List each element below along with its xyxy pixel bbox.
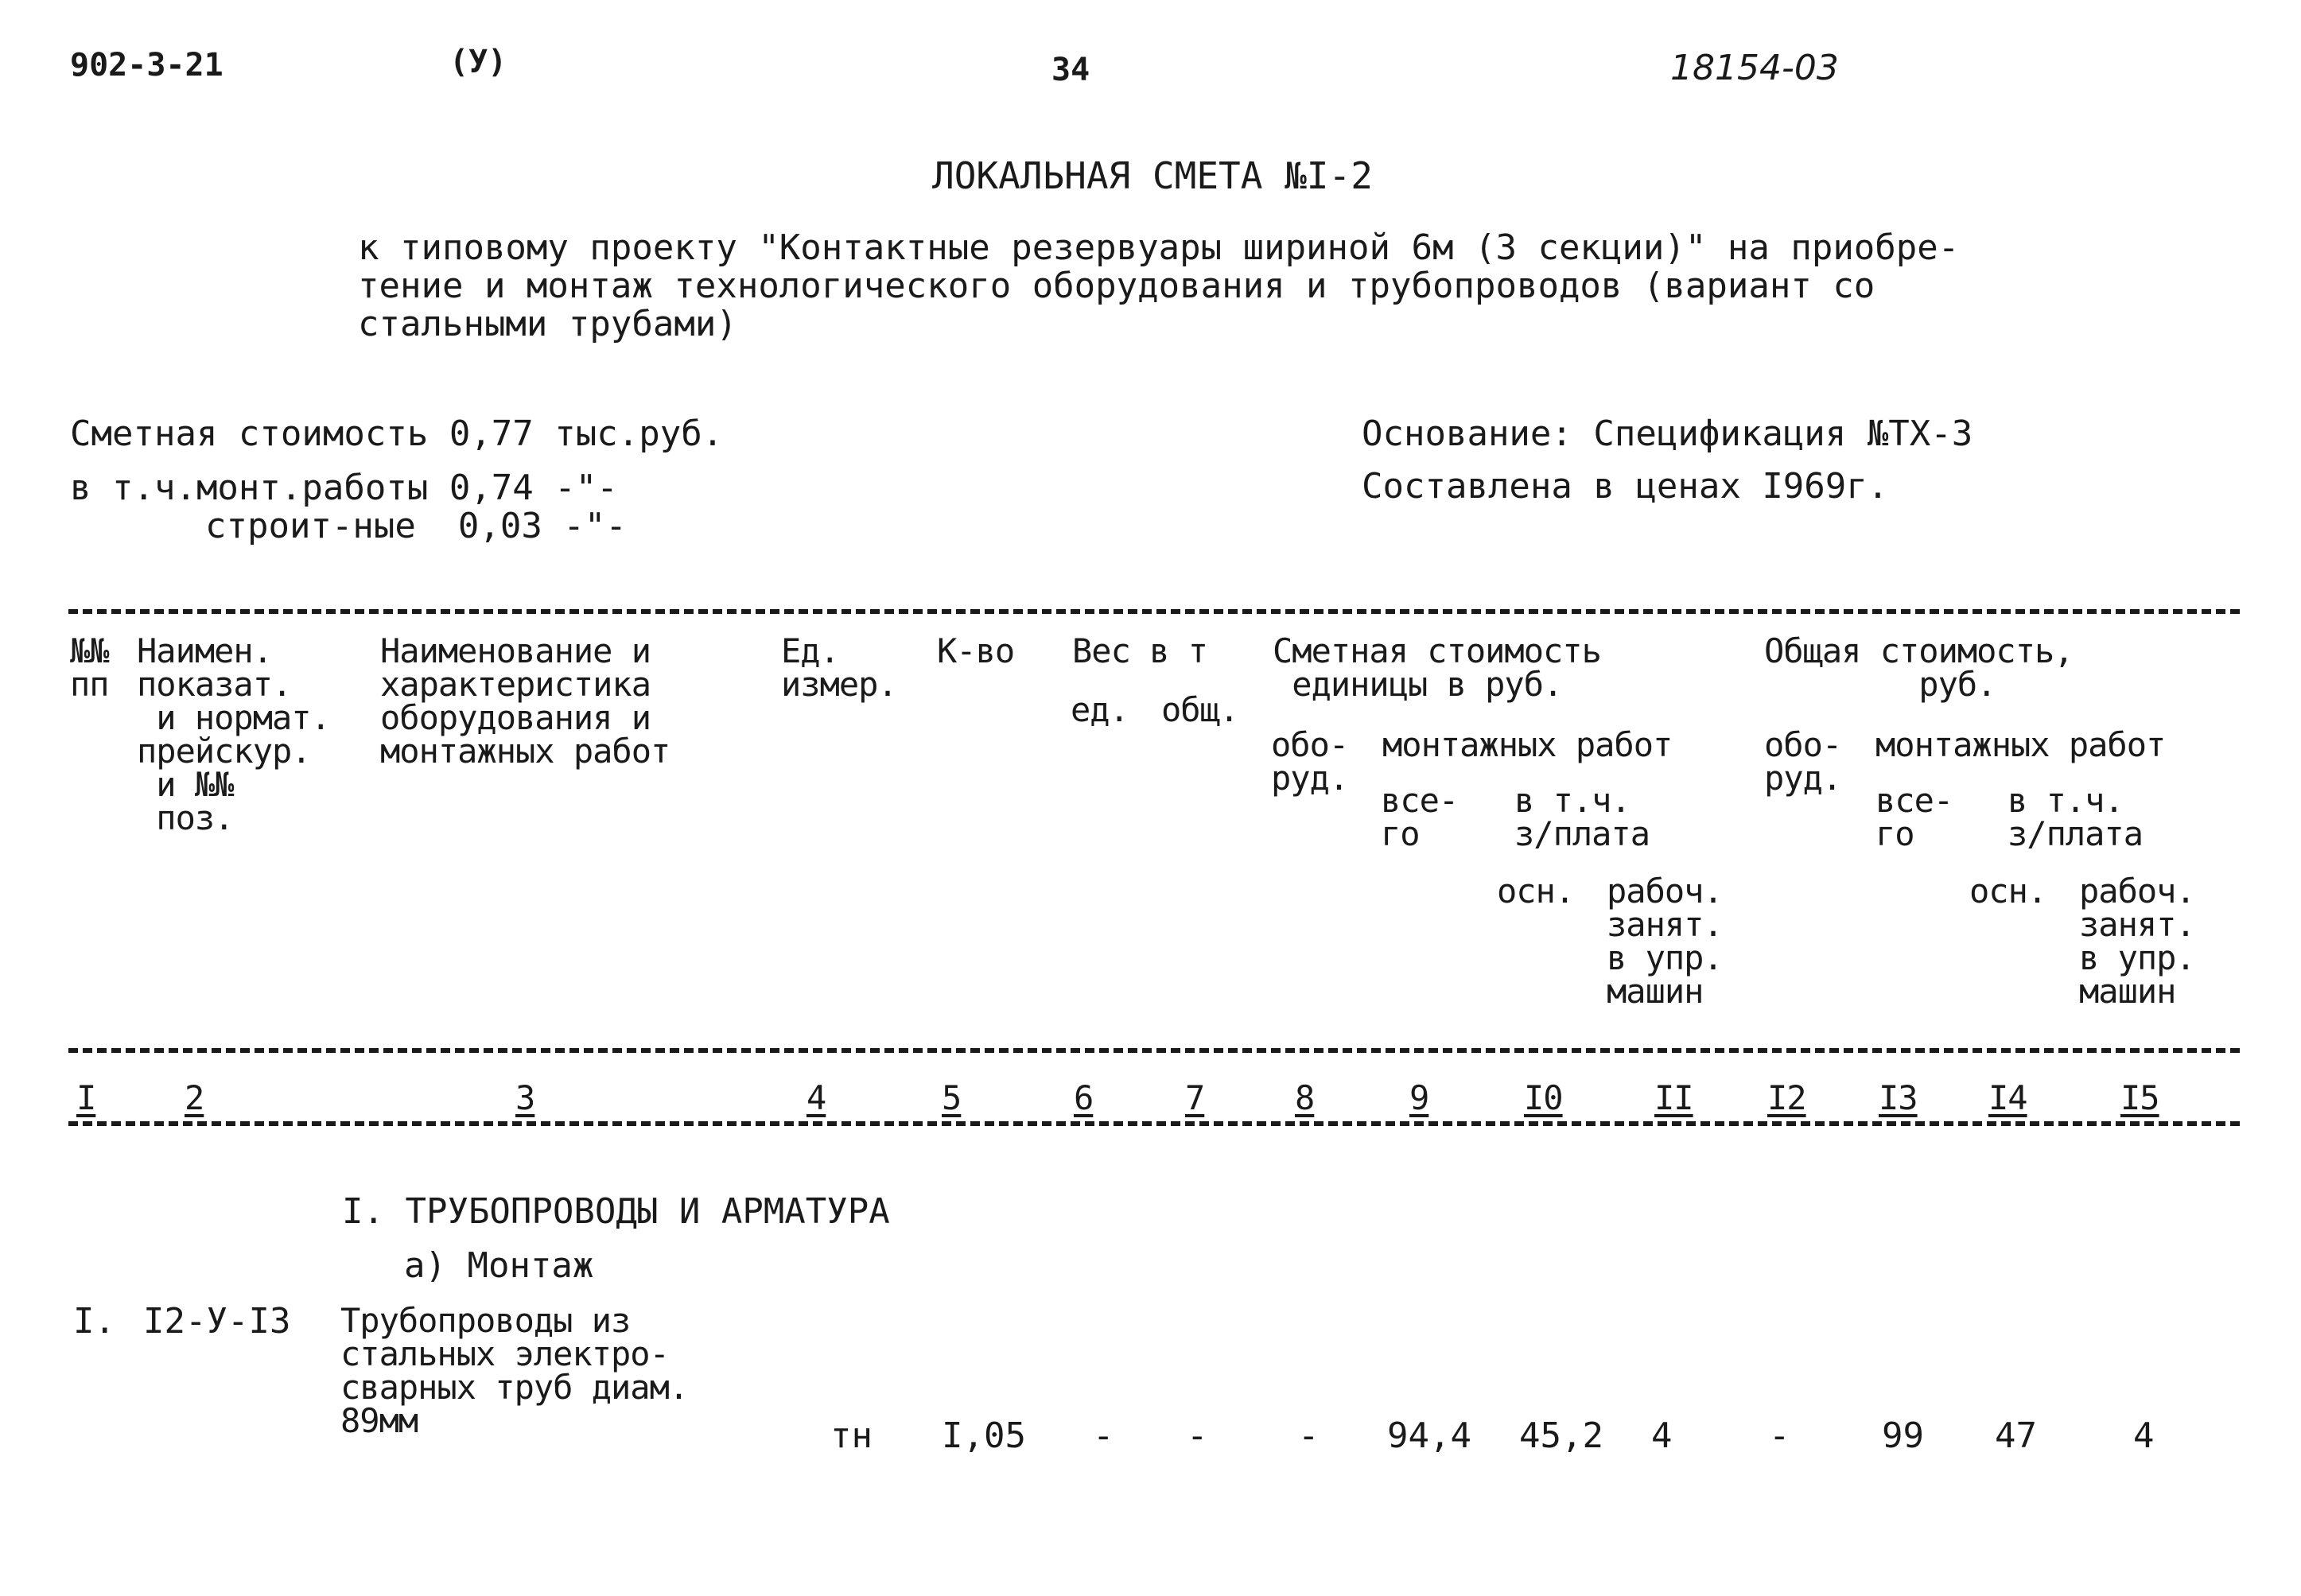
page-title: ЛОКАЛЬНАЯ СМЕТА №I-2 [932,154,1373,197]
document-letter: (У) [449,44,507,80]
page-number: 34 [1051,52,1090,88]
row-total-installation: 99 [1882,1415,1924,1456]
row-total-wages-main: 47 [1995,1415,2037,1456]
unit-installation-total-header: все- го [1381,781,1459,853]
section-title: I. ТРУБОПРОВОДЫ И АРМАТУРА [342,1191,890,1232]
unit-wages-main-header: осн. [1497,872,1575,911]
total-wages-machine-header: рабоч. занят. в упр. машин [2079,872,2195,1011]
unit-cost-header: Сметная стоимость единицы в руб. [1273,631,1601,704]
estimate-cost-line: Сметная стоимость 0,77 тыс.руб. [70,414,724,454]
total-wages-main-header: осн. [1969,872,2047,911]
column-number: 4 [807,1078,826,1117]
col-qty-header: К-во [937,631,1015,670]
column-number: 5 [942,1078,962,1117]
total-wages-header: в т.ч. з/плата [2008,781,2144,853]
total-equipment-header: обо- руд. [1764,725,1842,798]
subtitle-line-3: стальными трубами) [358,304,737,344]
column-number: 9 [1409,1078,1429,1117]
column-number: I2 [1767,1078,1806,1117]
construction-cost-line: строит-ные 0,03 -"- [205,506,627,546]
row-code: I2-У-I3 [143,1301,291,1342]
row-weight-total: - [1187,1415,1208,1456]
col-unit-header: Ед. измер. [781,631,897,704]
header-top-rule [68,609,2240,614]
unit-equipment-header: обо- руд. [1271,725,1349,798]
column-number: 2 [185,1078,204,1117]
installation-cost-line: в т.ч.монт.работы 0,74 -"- [70,468,618,508]
unit-installation-header: монтажных работ [1382,725,1673,764]
section-subtitle: а) Монтаж [404,1245,594,1286]
col-weight-total-header: общ. [1161,690,1239,729]
row-unit-wages-main: 45,2 [1519,1415,1603,1456]
unit-wages-machine-header: рабоч. занят. в упр. машин [1607,872,1723,1011]
row-total-wages-machine: 4 [2133,1415,2155,1456]
row-total-equipment: - [1769,1415,1790,1456]
row-unit-equipment: - [1298,1415,1320,1456]
unit-wages-header: в т.ч. з/плата [1514,781,1650,853]
row-description: Трубопроводы из стальных электро- сварных труб диам. 89мм [340,1301,689,1440]
column-number: I5 [2120,1078,2159,1117]
total-cost-header: Общая стоимость, руб. [1764,631,2074,704]
column-number: 3 [515,1078,535,1117]
row-quantity: I,05 [942,1415,1026,1456]
column-number: 7 [1185,1078,1205,1117]
row-unit: тн [830,1415,873,1456]
row-unit-installation-total: 94,4 [1387,1415,1471,1456]
col-description-header: Наименование и характеристика оборудования и монтажных работ [380,631,670,771]
row-unit-wages-machine: 4 [1651,1415,1673,1456]
document-code: 902-3-21 [70,47,223,83]
col-code-header: Наимен. показат. и нормат. прейскур. и №№ пoз. [137,631,330,837]
col-weight-unit-header: ед. [1071,690,1129,729]
column-number: I3 [1879,1078,1918,1117]
row-weight-unit: - [1093,1415,1114,1456]
column-number: I [76,1078,96,1117]
total-installation-total-header: все- го [1875,781,1953,853]
basis-line: Основание: Спецификация №ТХ-3 [1362,414,1973,454]
column-number: II [1654,1078,1693,1117]
col-number-header: №№ пп [70,631,109,704]
total-installation-header: монтажных работ [1875,725,2166,764]
header-bottom-rule [68,1048,2240,1053]
column-number: I4 [1988,1078,2027,1117]
row-number: I. [73,1301,115,1342]
column-number: 6 [1074,1078,1094,1117]
column-number-rule [68,1121,2240,1126]
subtitle-line-2: тение и монтаж технологического оборудования и трубопроводов (вариант со [358,266,1875,306]
prices-line: Составлена в ценах I969г. [1362,466,1889,507]
subtitle-line-1: к типовому проекту "Контактные резервуары шириной 6м (3 секции)" на приобре- [358,227,1960,268]
col-weight-header: Вес в т [1072,631,1208,670]
column-number: I0 [1524,1078,1563,1117]
column-number: 8 [1295,1078,1315,1117]
handwritten-number: 18154-03 [1670,48,1839,88]
